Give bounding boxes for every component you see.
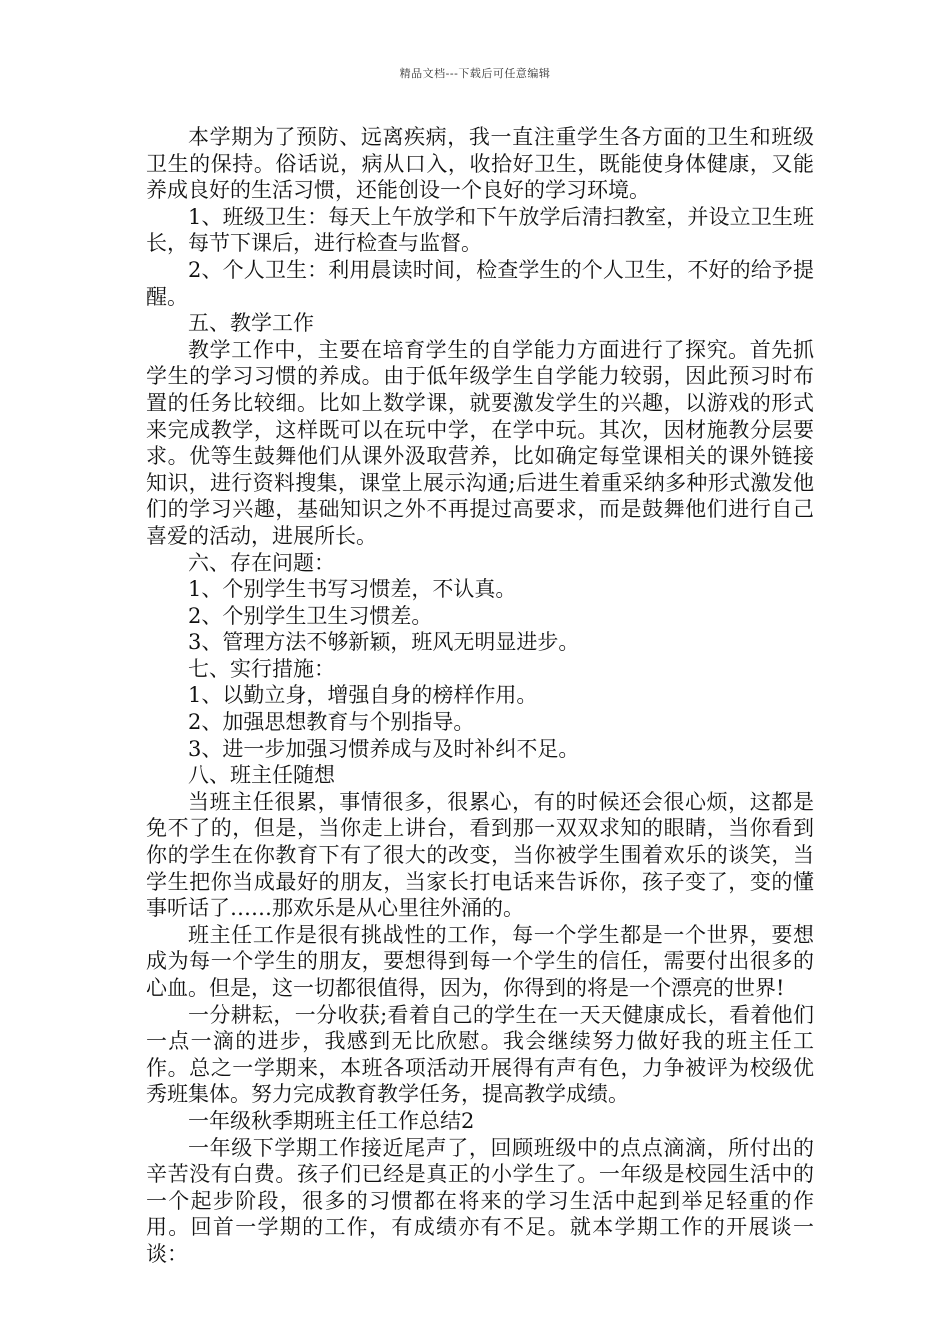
page-header: 精品文档---下载后可任意编辑 [399, 67, 551, 80]
section-heading-thoughts: 八、班主任随想 [188, 763, 335, 788]
section-heading-summary-2: 一年级秋季期班主任工作总结2 [188, 1108, 475, 1133]
section-heading-teaching: 五、教学工作 [188, 311, 314, 336]
section-heading-problems: 六、存在问题： [188, 550, 335, 575]
paragraph-thoughts-3: 一分耕耘，一分收获;看着自己的学生在一天天健康成长，看着他们一点一滴的进步，我感到无比欣慰。我会继续努力做好我的班主任工作。总之一学期来，本班各项活动开展得有声有色，力争被评为校级优秀班集体。努力完成教育教学任务，提高教学成绩。 [146, 1002, 814, 1107]
paragraph-class-hygiene: 1、班级卫生：每天上午放学和下午放学后清扫教室，并设立卫生班长，每节下课后，进行检查与监督。 [146, 204, 814, 256]
document-body [146, 124, 814, 1268]
section-heading-measures: 七、实行措施： [188, 656, 335, 681]
paragraph-thoughts-2: 班主任工作是很有挑战性的工作，每一个学生都是一个世界，要想成为每一个学生的朋友，要想得到每一个学生的信任，需要付出很多的心血。但是，这一切都很值得，因为，你得到的将是一个漂亮的世界! [146, 922, 814, 1000]
paragraph-hygiene-intro: 本学期为了预防、远离疾病，我一直注重学生各方面的卫生和班级卫生的保持。俗话说，病从口入，收拾好卫生，既能使身体健康，又能养成良好的生活习惯，还能创设一个良好的学习环境。 [146, 125, 814, 203]
list-item-measure-3: 3、进一步加强习惯养成与及时补纠不足。 [188, 736, 580, 761]
paragraph-teaching-work: 教学工作中，主要在培育学生的自学能力方面进行了探究。首先抓学生的学习习惯的养成。由于低年级学生自学能力较弱，因此预习时布置的任务比较细。比如上数学课，就要激发学生的兴趣，以游戏的形式来完成教学，这样既可以在玩中学，在学中玩。其次，因材施教分层要求。优等生鼓舞他们从课外汲取营养，比如确定每堂课相关的课外链接知识，进行资料搜集，课堂上展示沟通;后进生着重采纳多种形式激发他们的学习兴趣，基础知识之外不再提过高要求，而是鼓舞他们进行自己喜爱的活动，进展所长。 [146, 337, 814, 548]
list-item-problem-1: 1、个别学生书写习惯差，不认真。 [188, 577, 517, 602]
list-item-problem-2: 2、个别学生卫生习惯差。 [188, 603, 433, 628]
paragraph-personal-hygiene: 2、个人卫生：利用晨读时间，检查学生的个人卫生，不好的给予提醒。 [146, 257, 814, 309]
list-item-problem-3: 3、管理方法不够新颖，班风无明显进步。 [188, 630, 580, 655]
paragraph-thoughts-1: 当班主任很累，事情很多，很累心，有的时候还会很心烦，这都是免不了的，但是，当你走上讲台，看到那一双双求知的眼睛，当你看到你的学生在你教育下有了很大的改变，当你被学生围着欢乐的谈笑，当学生把你当成最好的朋友，当家长打电话来告诉你，孩子变了，变的懂事听话了……那欢乐是从心里往外涌的。 [146, 789, 814, 921]
paragraph-summary-2-intro: 一年级下学期工作接近尾声了，回顾班级中的点点滴滴，所付出的辛苦没有白费。孩子们已经是真正的小学生了。一年级是校园生活中的一个起步阶段，很多的习惯都在将来的学习生活中起到举足轻重的作用。回首一学期的工作，有成绩亦有不足。就本学期工作的开展谈一谈： [146, 1135, 814, 1266]
list-item-measure-2: 2、加强思想教育与个别指导。 [188, 710, 475, 735]
list-item-measure-1: 1、以勤立身，增强自身的榜样作用。 [188, 683, 538, 708]
